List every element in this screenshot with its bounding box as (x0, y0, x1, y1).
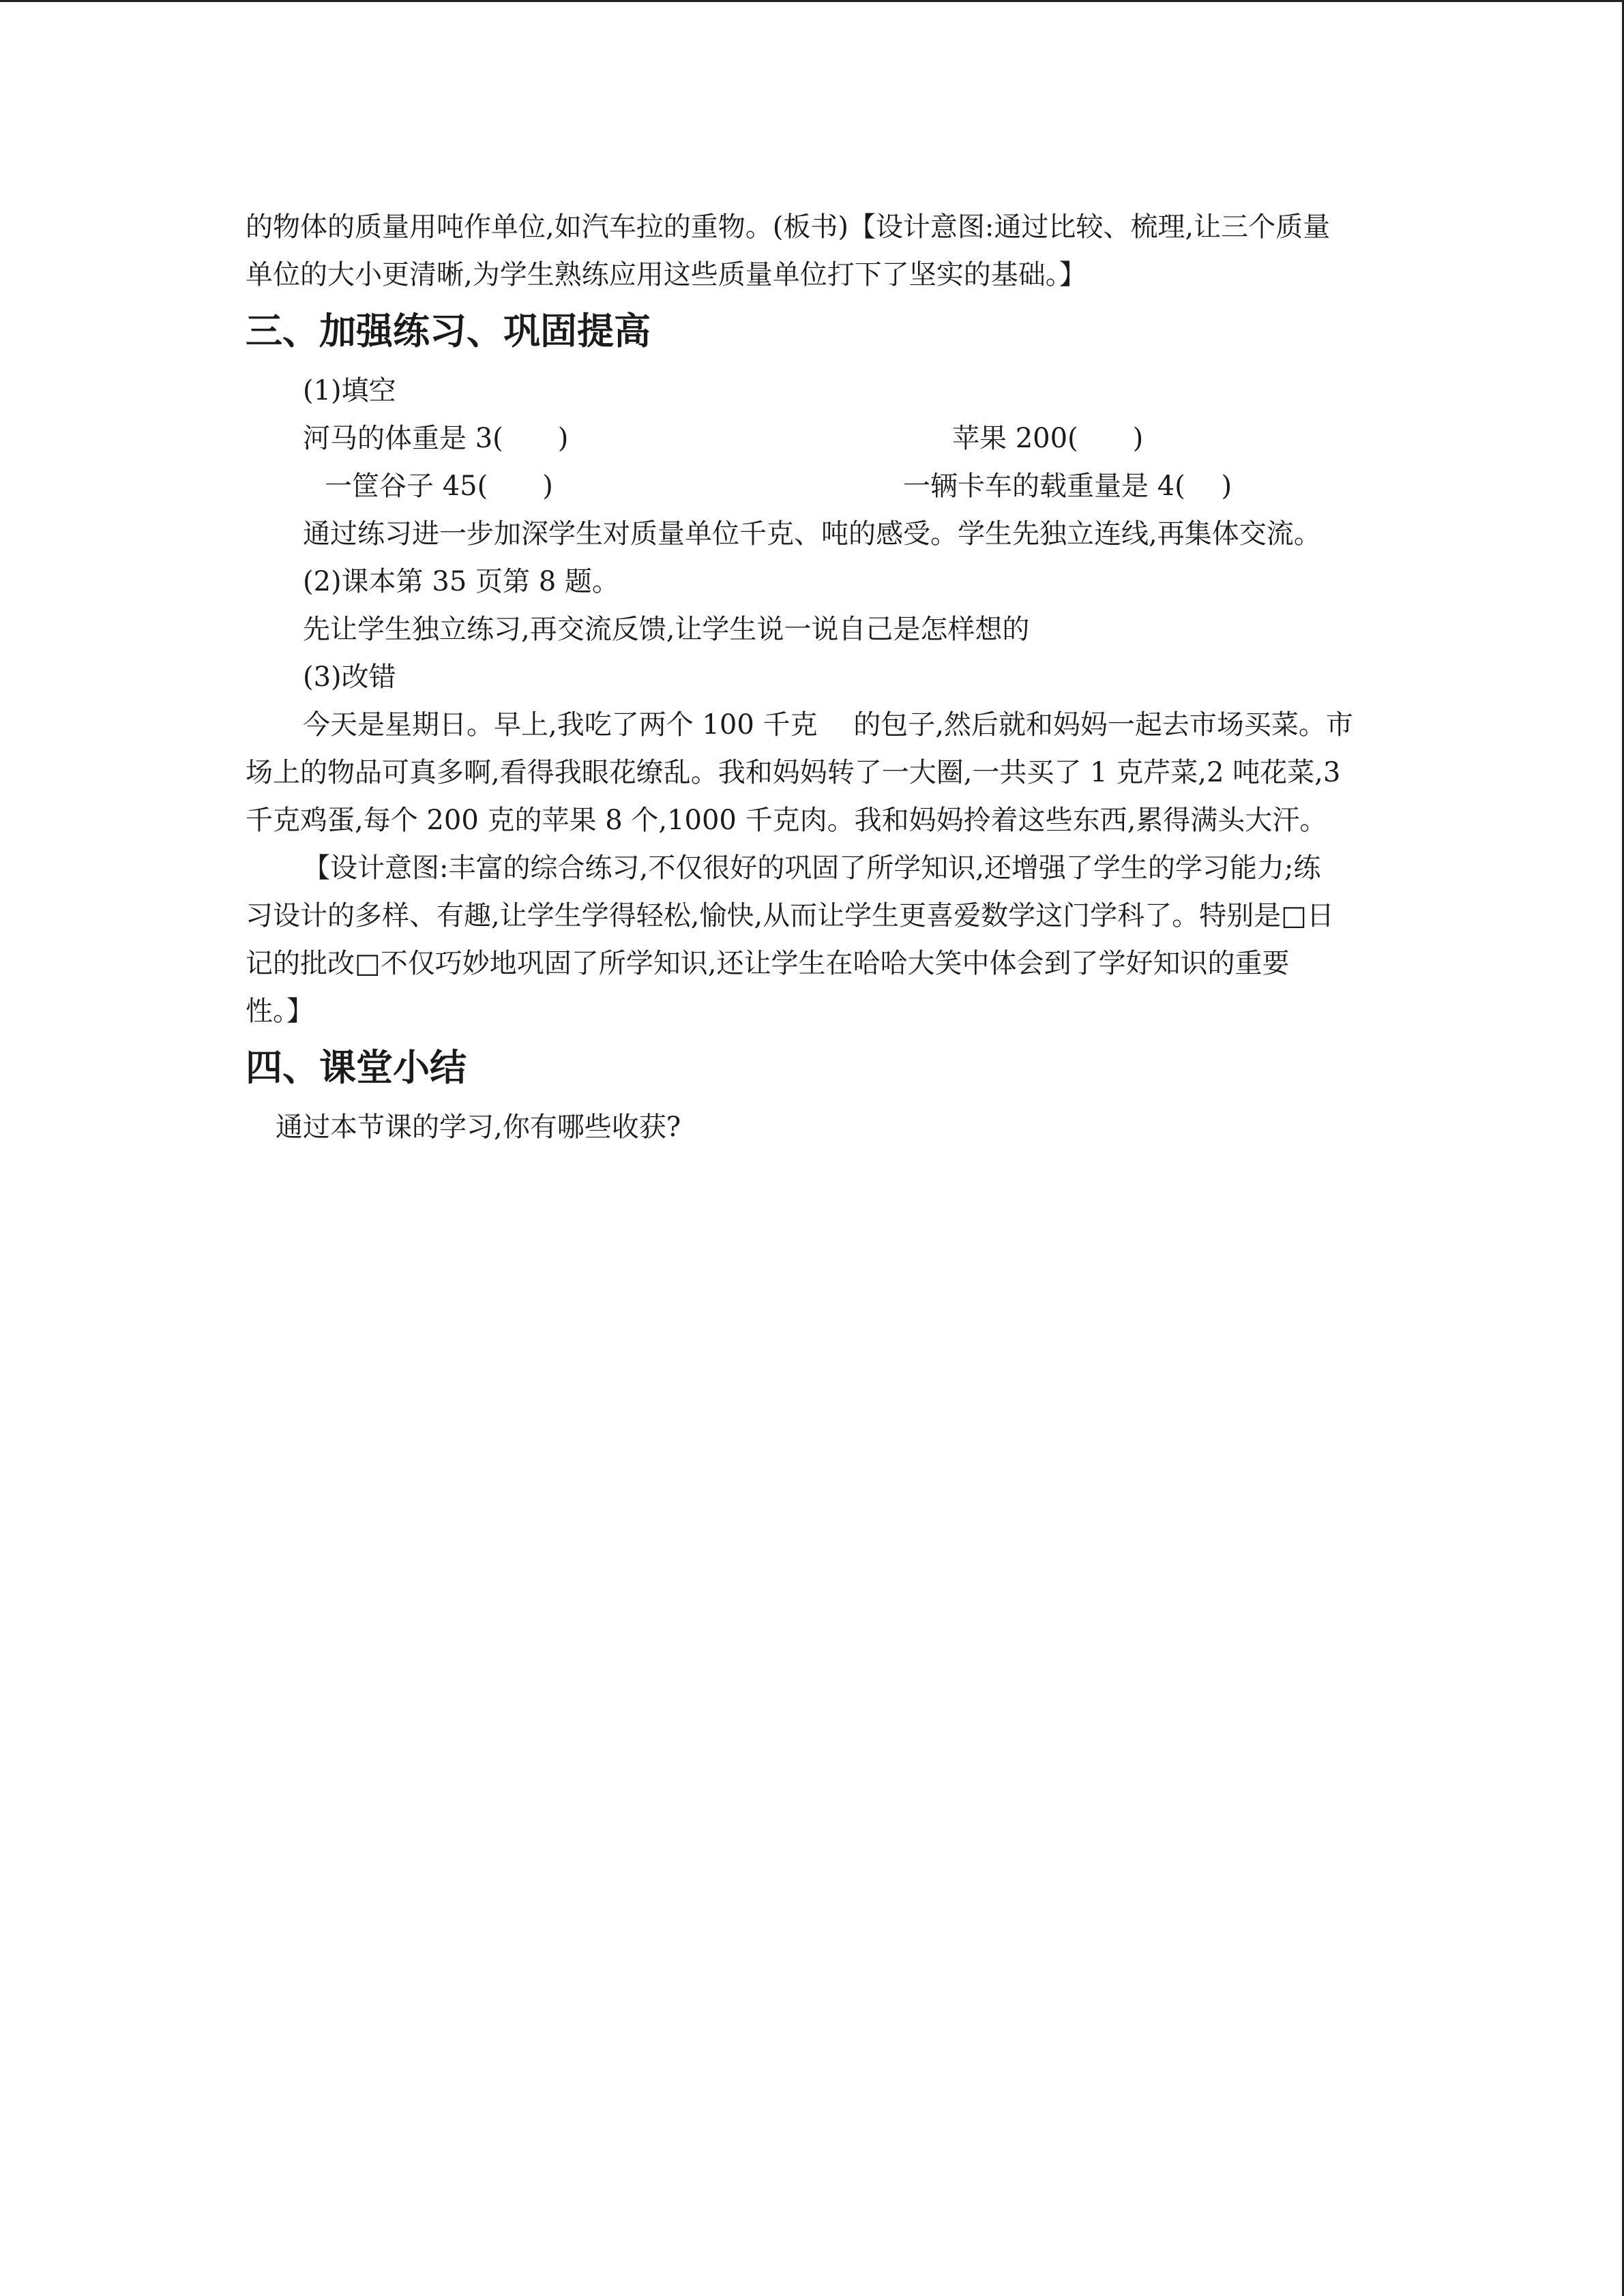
exercise-item-3: (3)改错 (303, 661, 396, 693)
section-4-heading: 四、课堂小结 (246, 1046, 467, 1089)
exercise-note-1: 通过练习进一步加深学生对质量单位千克、吨的感受。学生先独立连线,再集体交流。 (303, 518, 1321, 550)
design-intent-line-1: 【设计意图:丰富的综合练习,不仅很好的巩固了所学知识,还增强了学生的学习能力;练 (303, 852, 1321, 884)
design-intent-line-2: 习设计的多样、有趣,让学生学得轻松,愉快,从而让学生更喜爱数学这门学科了。特别是□日 (246, 900, 1334, 931)
summary-question: 通过本节课的学习,你有哪些收获? (276, 1112, 681, 1143)
fill-in-question-apple: 苹果 200( ) (952, 423, 1144, 454)
fill-in-question-grain: 一筐谷子 45( ) (325, 471, 553, 502)
intro-line-2: 单位的大小更清晰,为学生熟练应用这些质量单位打下了坚实的基础。】 (246, 259, 1087, 290)
document-page (246, 203, 1378, 1151)
exercise-item-2: (2)课本第 35 页第 8 题。 (303, 566, 619, 597)
exercise-note-2: 先让学生独立练习,再交流反馈,让学生说一说自己是怎样想的 (303, 614, 1030, 645)
design-intent-line-3: 记的批改□不仅巧妙地巩固了所学知识,还让学生在哈哈大笑中体会到了学好知识的重要 (246, 948, 1290, 979)
correction-story-line-1: 今天是星期日。早上,我吃了两个 100 千克 的包子,然后就和妈妈一起去市场买菜。市 (303, 709, 1353, 741)
section-3-heading: 三、加强练习、巩固提高 (246, 310, 651, 353)
fill-in-row-2 (246, 462, 1378, 510)
intro-line-1: 的物体的质量用吨作单位,如汽车拉的重物。(板书)【设计意图:通过比较、梳理,让三个质量 (246, 211, 1331, 243)
correction-story-line-2: 场上的物品可真多啊,看得我眼花缭乱。我和妈妈转了一大圈,一共买了 1 克芹菜,2 吨花菜,3 (246, 757, 1341, 788)
fill-in-question-truck: 一辆卡车的载重量是 4( ) (903, 471, 1232, 502)
fill-in-title: (1)填空 (303, 375, 396, 406)
fill-in-row-1 (246, 415, 1378, 462)
design-intent-line-4: 性。】 (246, 996, 314, 1027)
fill-in-question-hippo: 河马的体重是 3( ) (303, 423, 569, 454)
top-border-line (0, 0, 1624, 2)
correction-story-line-3: 千克鸡蛋,每个 200 克的苹果 8 个,1000 千克肉。我和妈妈拎着这些东西,累得满头大汗。 (246, 805, 1327, 836)
